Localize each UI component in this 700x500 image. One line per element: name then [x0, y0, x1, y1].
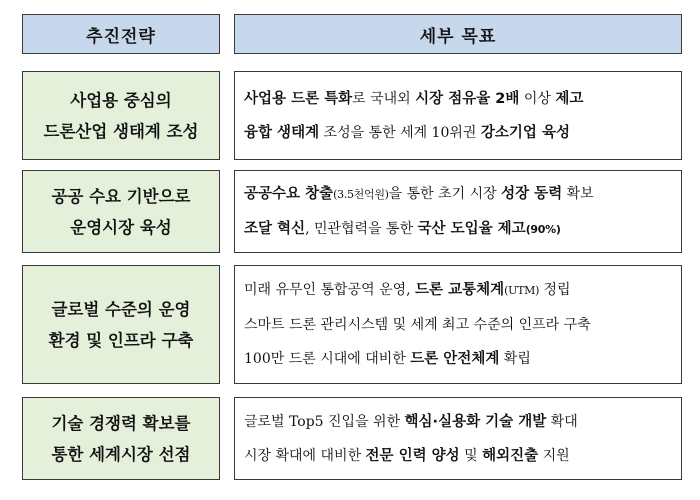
- goal-line: [244, 82, 681, 116]
- goal-text: 정립: [539, 282, 571, 298]
- goal-text: 확보: [562, 185, 594, 202]
- goal-text: 글로벌 Top5 진입을 위한: [244, 413, 405, 430]
- goal-cell-1: [234, 71, 682, 160]
- strategy-1-line-1: 사업용 중심의: [70, 90, 172, 110]
- goal-emphasis-text: 성장 동력: [501, 185, 563, 202]
- goal-emphasis-text: 사업용 드론 특화: [244, 90, 353, 107]
- goal-emphasis-text: 드론 안전체계: [410, 351, 500, 367]
- strategy-2-line-1: 공공 수요 기반으로: [51, 186, 191, 206]
- goal-line: [244, 116, 681, 150]
- goal-text: 이상: [519, 90, 556, 107]
- strategy-3-line-2: 환경 및 인프라 구축: [48, 330, 194, 350]
- goal-line: [244, 177, 681, 212]
- goal-line: [244, 342, 681, 376]
- strategy-cell-3: [22, 265, 220, 384]
- goal-text: , 민관협력을 통한: [305, 220, 418, 237]
- goal-line: [244, 212, 681, 247]
- strategy-2-line-2: 운영시장 육성: [70, 217, 172, 237]
- strategy-4-line-2: 통한 세계시장 선점: [51, 444, 191, 464]
- goal-text: 지원: [538, 447, 570, 464]
- goal-text: 100만 드론 시대에 대비한: [244, 351, 411, 367]
- goal-text: 스마트 드론 관리시스템 및 세계 최고 수준의 인프라 구축: [244, 317, 591, 333]
- goal-line: [244, 405, 681, 439]
- strategy-1-line-2: 드론산업 생태계 조성: [43, 121, 199, 141]
- goal-text: 미래 유무인 통합공역 운영,: [244, 282, 416, 298]
- goal-text: 조성을 통한 세계 10위권: [319, 124, 481, 141]
- goal-text: 로 국내외: [352, 90, 416, 107]
- goals-column-header: 세부 목표: [234, 14, 682, 54]
- goal-text: 확대: [546, 413, 578, 430]
- goal-emphasis-text: (90%): [525, 222, 561, 236]
- goal-note-text: (3.5천억원): [333, 187, 389, 201]
- goal-cell-4: [234, 397, 682, 480]
- goal-line: [244, 308, 681, 342]
- strategy-4-line-1: 기술 경쟁력 확보를: [51, 413, 191, 433]
- goal-emphasis-text: 드론 교통체계: [415, 282, 505, 298]
- goal-text: 확립: [499, 351, 531, 367]
- goal-emphasis-text: 조달 혁신: [244, 220, 306, 237]
- goal-line: [244, 273, 681, 308]
- goal-emphasis-text: 국산 도입율 제고: [417, 220, 526, 237]
- strategy-3-line-1: 글로벌 수준의 운영: [51, 299, 191, 319]
- goal-text: 및: [459, 447, 483, 464]
- goal-emphasis-text: 제고: [555, 90, 584, 107]
- goal-emphasis-text: 전문 인력 양성: [365, 447, 460, 464]
- goal-line: [244, 439, 681, 473]
- goal-emphasis-text: 강소기업 육성: [480, 124, 570, 141]
- strategy-cell-1: [22, 71, 220, 160]
- goal-emphasis-text: 시장 점유율 2배: [415, 90, 520, 107]
- goal-cell-3: [234, 265, 682, 384]
- goal-text: 을 통한 초기 시장: [388, 185, 502, 202]
- goal-emphasis-text: 융합 생태계: [244, 124, 320, 141]
- goal-text: 시장 확대에 대비한: [244, 447, 366, 464]
- goal-note-text: (UTM): [504, 284, 540, 297]
- strategy-cell-4: [22, 397, 220, 480]
- goal-cell-2: [234, 170, 682, 253]
- goal-emphasis-text: 해외진출: [482, 447, 539, 464]
- goal-emphasis-text: 공공수요 창출: [244, 185, 334, 202]
- strategy-cell-2: [22, 170, 220, 253]
- goal-emphasis-text: 핵심·실용화 기술 개발: [404, 413, 547, 430]
- strategy-column-header: 추진전략: [22, 14, 220, 54]
